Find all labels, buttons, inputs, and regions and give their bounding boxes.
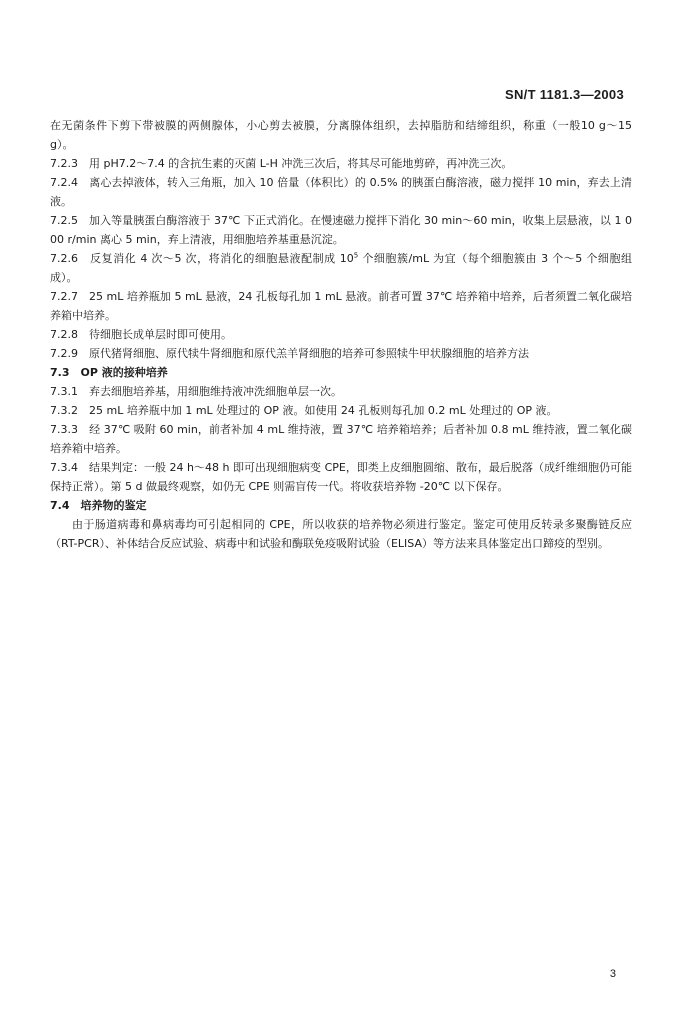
section-heading-7-4: 7.4 培养物的鉴定 bbox=[50, 499, 147, 512]
clause-7-3-3: 7.3.3 经 37℃ 吸附 60 min，前者补加 4 mL 维持液，置 37℃ 培养箱培养；后者补加 0.8 mL 维持液，置二氧化碳培养箱中培养。 bbox=[50, 423, 632, 455]
clause-7-2-6-text-after: 个细胞簇/mL 为宜（每个细胞簇由 3 个～5 个细胞组成）。 bbox=[50, 252, 633, 284]
clause-7-2-4: 7.2.4 离心去掉液体，转入三角瓶，加入 10 倍量（体积比）的 0.5% 的胰蛋白酶溶液，磁力搅拌 10 min，弃去上清液。 bbox=[50, 176, 632, 208]
clause-7-2-6-exponent: 5 bbox=[353, 251, 359, 260]
clause-7-2-5: 7.2.5 加入等量胰蛋白酶溶液于 37℃ 下正式消化。在慢速磁力搅拌下消化 30 min～60 min，收集上层悬液，以 1 000 r/min 离心 5 min，弃上清液，用细胞培养基重悬沉淀。 bbox=[50, 214, 632, 246]
clause-7-3-2: 7.3.2 25 mL 培养瓶中加 1 mL 处理过的 OP 液。如使用 24 孔板则每孔加 0.2 mL 处理过的 OP 液。 bbox=[50, 404, 558, 417]
section-heading-7-3: 7.3 OP 液的接种培养 bbox=[50, 366, 168, 379]
clause-7-2-8: 7.2.8 待细胞长成单层时即可使用。 bbox=[50, 328, 232, 341]
paragraph-continuation: 在无菌条件下剪下带被膜的两侧腺体，小心剪去被膜，分离腺体组织，去掉脂肪和结缔组织，称重（一般10 g～15 g）。 bbox=[50, 119, 632, 151]
clause-7-3-1: 7.3.1 弃去细胞培养基，用细胞维持液冲洗细胞单层一次。 bbox=[50, 385, 342, 398]
clause-7-2-6 bbox=[50, 249, 632, 287]
page-number: 3 bbox=[609, 968, 616, 980]
clause-7-2-7: 7.2.7 25 mL 培养瓶加 5 mL 悬液，24 孔板每孔加 1 mL 悬液。前者可置 37℃ 培养箱中培养，后者须置二氧化碳培养箱中培养。 bbox=[50, 290, 632, 322]
standard-code-header: SN/T 1181.3—2003 bbox=[505, 87, 624, 102]
paragraph-identification: 由于肠道病毒和鼻病毒均可引起相同的 CPE，所以收获的培养物必须进行鉴定。鉴定可使用反转录多聚酶链反应（RT-PCR）、补体结合反应试验、病毒中和试验和酶联免疫吸附试验（ELISA）等方法来具体鉴定出口蹄疫的型别。 bbox=[50, 518, 632, 550]
clause-7-2-6-text-before: 7.2.6 反复消化 4 次～5 次，将消化的细胞悬液配制成 10 bbox=[50, 252, 354, 265]
clause-7-2-9: 7.2.9 原代猪肾细胞、原代犊牛肾细胞和原代羔羊肾细胞的培养可参照犊牛甲状腺细胞的培养方法 bbox=[50, 347, 529, 360]
clause-7-2-3: 7.2.3 用 pH7.2～7.4 的含抗生素的灭菌 L-H 冲洗三次后，将其尽可能地剪碎，再冲洗三次。 bbox=[50, 157, 513, 170]
document-body bbox=[50, 116, 632, 553]
clause-7-3-4: 7.3.4 结果判定：一般 24 h～48 h 即可出现细胞病变 CPE，即类上皮细胞圆缩、散布，最后脱落（成纤维细胞仍可能保持正常）。第 5 d 做最终观察，如仍无 CPE 则需盲传一代。将收获培养物 -20℃ 以下保存。 bbox=[50, 461, 632, 493]
